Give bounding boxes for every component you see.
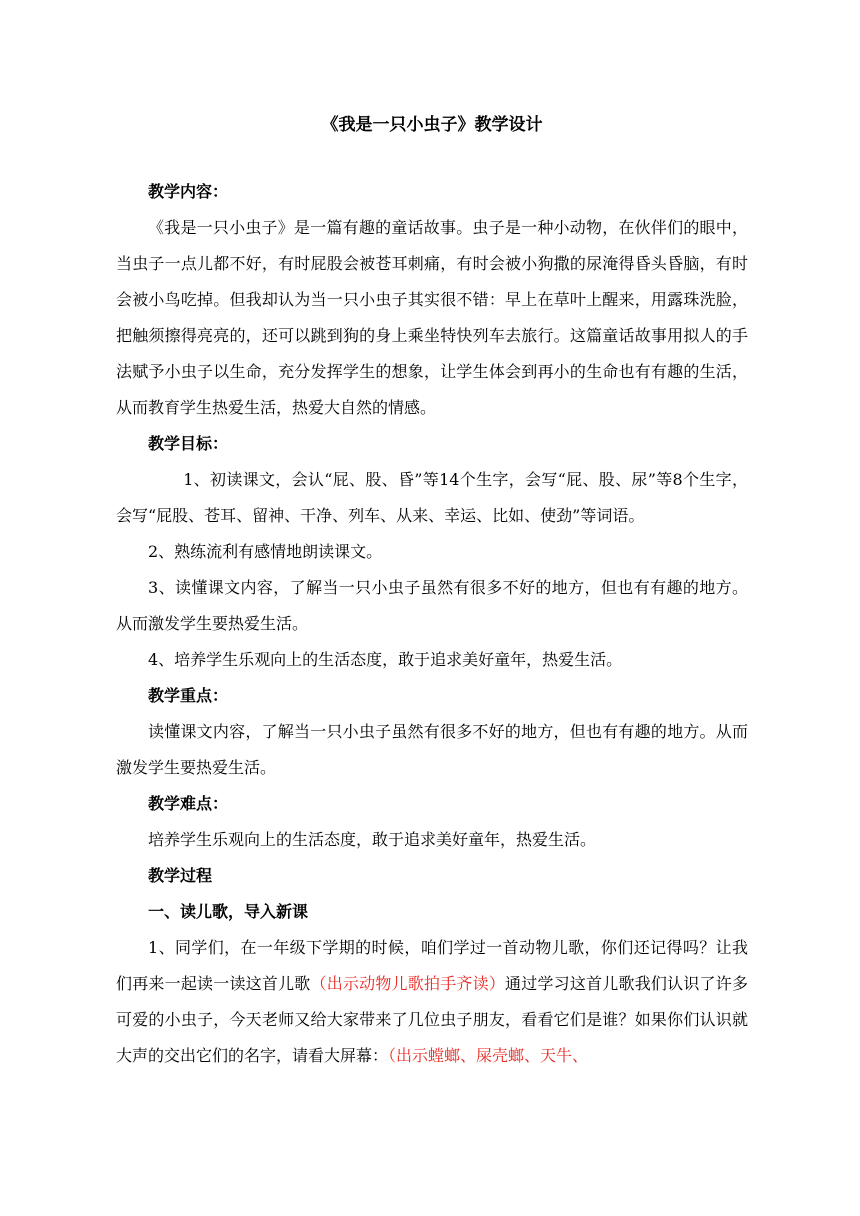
difficulty-paragraph: 培养学生乐观向上的生活态度，敢于追求美好童年，热爱生活。 xyxy=(148,830,597,849)
section-heading-difficulty: 教学难点： xyxy=(148,794,229,813)
process-step-1 xyxy=(116,930,748,1074)
goal-item-3: 3、读懂课文内容，了解当一只小虫子虽然有很多不好的地方，但也有有趣的地方。从而激发学生要热爱生活。 xyxy=(116,578,748,633)
section-heading-process: 教学过程 xyxy=(148,866,213,885)
document-title: 《我是一只小虫子》教学设计 xyxy=(321,115,543,135)
process-section-1-heading: 一、读儿歌，导入新课 xyxy=(148,902,309,921)
goal-item-4: 4、培养学生乐观向上的生活态度，敢于追求美好童年，热爱生活。 xyxy=(148,650,623,669)
section-heading-goals: 教学目标： xyxy=(148,434,229,453)
step-1-text-b: 通过学习这首儿歌我们认识了许多可爱的小虫子，今天老师又给大家带来了几位虫子朋友，看看它们是谁？如果你们认识就大声的交出它们的名字，请看大屏幕： xyxy=(116,974,748,1065)
step-1-text-a: 1、同学们，在一年级下学期的时候，咱们学过一首动物儿歌，你们还记得吗？让我们再来一起读一读这首儿歌 xyxy=(116,938,748,993)
step-1-instruction-a: （出示动物儿歌拍手齐读） xyxy=(310,974,506,993)
step-1-instruction-b: （出示螳螂、屎壳螂、天牛、 xyxy=(388,1046,589,1065)
section-heading-key: 教学重点： xyxy=(148,686,229,705)
section-heading-content: 教学内容： xyxy=(148,182,229,201)
goal-item-1: 1、初读课文，会认“屁、股、昏”等14个生字，会写“屁、股、尿”等8个生字，会写“屁股、苍耳、留神、干净、列车、从来、幸运、比如、使劲”等词语。 xyxy=(116,470,748,525)
key-paragraph: 读懂课文内容，了解当一只小虫子虽然有很多不好的地方，但也有有趣的地方。从而激发学生要热爱生活。 xyxy=(116,722,748,777)
document-body xyxy=(116,174,748,1074)
goal-item-2: 2、熟练流利有感情地朗读课文。 xyxy=(148,542,383,561)
content-paragraph: 《我是一只小虫子》是一篇有趣的童话故事。虫子是一种小动物，在伙伴们的眼中，当虫子一点儿都不好，有时屁股会被苍耳刺痛，有时会被小狗撒的尿淹得昏头昏脑，有时会被小鸟吃掉。但我却认为当一只小虫子其实很不错：早上在草叶上醒来，用露珠洗脸，把触须擦得亮亮的，还可以跳到狗的身上乘坐特快列车去旅行。这篇童话故事用拟人的手法赋予小虫子以生命，充分发挥学生的想象，让学生体会到再小的生命也有有趣的生活，从而教育学生热爱生活，热爱大自然的情感。 xyxy=(116,218,748,417)
